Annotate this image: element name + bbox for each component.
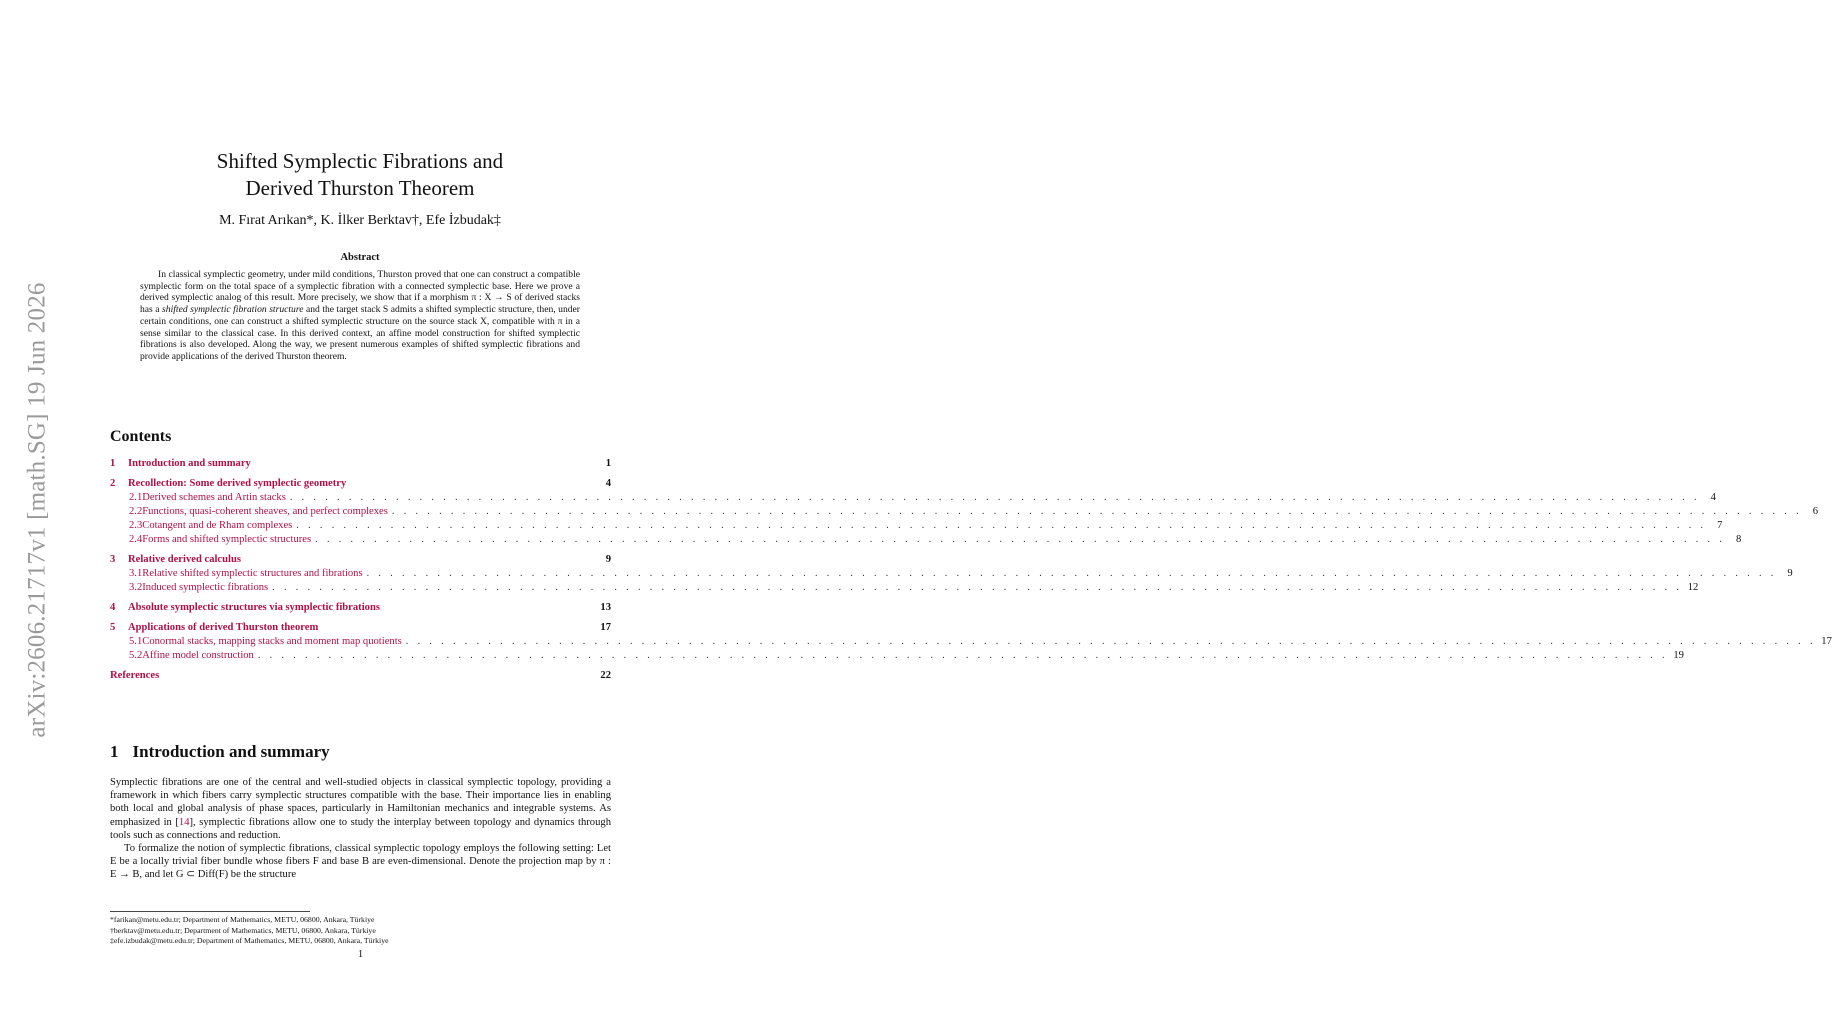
toc-leader-dots: . . . . . . . . . . . . . . . . . . . . . . . . . . . . . . . . . . . . . . . . . . . . . . . . . . . . . . . . . . . . . . . . . . . . . . . . . . . . . . . . . . . . . . . . . . . . . . . . . . . . . . . . . . . . . . . . . . . . . . . . [296,520,1707,531]
contents-heading: Contents [110,428,172,445]
toc-entry[interactable] [110,492,1716,506]
arxiv-stamp-text: arXiv:2606.21717v1 [math.SG] 19 Jun 2026 [24,282,52,738]
paragraph-1 [110,776,611,842]
toc-entry-number: 2.4 [129,534,143,545]
section-heading [110,742,330,762]
title-line-2: Derived Thurston Theorem [245,176,475,200]
toc-entry-number: 5.1 [129,636,143,647]
abstract-heading: Abstract [340,252,380,263]
table-of-contents [110,458,1832,684]
toc-entry-label[interactable]: Affine model construction [142,650,254,661]
toc-entry-number: 2.2 [129,506,143,517]
toc-leader-dots: . . . . . . . . . . . . . . . . . . . . . . . . . . . . . . . . . . . . . . . . . . . . . . . . . . . . . . . . . . . . . . . . . . . . . . . . . . . . . . . . . . . . . . . . . . . . . . . . . . . . . . . . . . . . . . . . . . . . . . . . [289,492,1700,503]
toc-entry[interactable] [110,670,611,684]
paragraph-1-text-b: ], symplectic fibrations allow one to study the interplay between topology and dynamics through tools such as connections and reduction. [110,816,611,841]
toc-entry[interactable] [110,568,1793,582]
footnotes [110,915,611,947]
toc-entry-page: 12 [1687,582,1699,593]
toc-entry-label[interactable]: Induced symplectic fibrations [142,582,269,593]
toc-entry-page: 1 [605,458,611,469]
footnote-2: †berktav@metu.edu.tr; Department of Mathematics, METU, 06800, Ankara, Türkiye [110,925,376,935]
toc-entry-page: 9 [1787,568,1793,579]
toc-entry-label[interactable]: Relative derived calculus [128,554,241,565]
abstract-paragraph [140,269,580,363]
toc-leader-dots: . . . . . . . . . . . . . . . . . . . . . . . . . . . . . . . . . . . . . . . . . . . . . . . . . . . . . . . . . . . . . . . . . . . . . . . . . . . . . . . . . . . . . . . . . . . . . . . . . . . . . . . . . . . . . . . . . . . . . . . . [391,506,1802,517]
toc-entry-page: 19 [1673,650,1684,661]
footnote-3: ‡efe.izbudak@metu.edu.tr; Department of Mathematics, METU, 06800, Ankara, Türkiye [110,936,389,945]
toc-entry[interactable] [110,534,1742,548]
abstract-emphasis: shifted symplectic fibration structure [162,304,304,316]
toc-entry-label[interactable]: Forms and shifted symplectic structures [142,534,312,545]
toc-entry-number: 3.2 [129,582,143,593]
toc-entry-page: 17 [1821,636,1832,647]
authors: M. Fırat Arıkan*, K. İlker Berktav†, Efe İzbudak‡ [219,213,501,228]
toc-entry[interactable] [110,650,1684,664]
paragraph-1-text-a: Symplectic fibrations are one of the central and well-studied objects in classical symplectic topology, providing a framework in which fibers carry symplectic structures compatible with the base. Their importance lies in enabling both local and global analysis of phase spaces, particularly in Hamiltonian mechanics and integrable systems. As emphasized in [ [110,777,611,828]
toc-entry-label[interactable]: Introduction and summary [128,458,251,469]
toc-entry-label[interactable]: References [110,670,160,681]
toc-entry[interactable] [110,636,1832,650]
toc-entry-label[interactable]: Conormal stacks, mapping stacks and moment map quotients [142,636,402,647]
footnote-rule [110,911,310,912]
toc-entry-page: 8 [1735,534,1742,545]
toc-entry-label[interactable]: Functions, quasi-coherent sheaves, and perfect complexes [142,506,388,517]
toc-entry-number: 3 [110,554,116,565]
toc-entry[interactable] [110,506,1818,520]
toc-entry[interactable] [110,458,611,472]
toc-entry-label[interactable]: Absolute symplectic structures via symplectic fibrations [128,602,380,613]
section-title: Introduction and summary [132,742,330,761]
abstract-text-1: In classical symplectic geometry, under mild conditions, Thurston proved that one can construct a compatible symplectic form on the total space of a symplectic fibration with a connected symplectic base. Here we prove a derived symplectic analog of this result. More precisely, we show that if a morphism π : X → S of derived stacks has a [140,269,580,316]
toc-leader-dots: . . . . . . . . . . . . . . . . . . . . . . . . . . . . . . . . . . . . . . . . . . . . . . . . . . . . . . . . . . . . . . . . . . . . . . . . . . . . . . . . . . . . . . . . . . . . . . . . . . . . . . . . . . . . . . . . . . . . . . . . [366,568,1777,579]
toc-entry-number: 4 [110,602,116,613]
toc-entry[interactable] [110,602,611,616]
paragraph-2: To formalize the notion of symplectic fibrations, classical symplectic topology employs the following setting: Let E be a locally trivial fiber bundle whose fibers F and base B are even-dimensional. Denote the projection map by π : E → B, and let G ⊂ Diff(F) be the structure [110,843,611,881]
toc-entry-number: 1 [110,458,116,469]
toc-entry[interactable] [110,622,611,636]
page-number: 1 [357,949,364,960]
toc-entry-page: 17 [600,622,611,633]
abstract-text-2: and the target stack S admits a shifted symplectic structure, then, under certain conditions, one can construct a shifted symplectic structure on the source stack X, compatible with π in a sense similar to the classical case. In this derived context, an affine model construction for shifted symplectic fibrations is also developed. Along the way, we present numerous examples of shifted symplectic fibrations and provide applications of the derived Thurston theorem. [140,304,580,362]
toc-leader-dots: . . . . . . . . . . . . . . . . . . . . . . . . . . . . . . . . . . . . . . . . . . . . . . . . . . . . . . . . . . . . . . . . . . . . . . . . . . . . . . . . . . . . . . . . . . . . . . . . . . . . . . . . . . . . . . . . . . . . . . . . [315,534,1726,545]
toc-entry-number: 5 [110,622,116,633]
toc-entry[interactable] [110,520,1723,534]
citation-link[interactable]: 14 [178,816,190,828]
toc-entry-page: 7 [1717,520,1723,531]
toc-entry-number: 2.1 [129,492,143,503]
title-line-1: Shifted Symplectic Fibrations and [216,149,504,173]
footnote-1: *farikan@metu.edu.tr; Department of Mathematics, METU, 06800, Ankara, Türkiye [110,915,375,924]
toc-leader-dots: . . . . . . . . . . . . . . . . . . . . . . . . . . . . . . . . . . . . . . . . . . . . . . . . . . . . . . . . . . . . . . . . . . . . . . . . . . . . . . . . . . . . . . . . . . . . . . . . . . . . . . . . . . . . . . . . . . . . . . . . [405,636,1816,647]
toc-entry[interactable] [110,582,1699,596]
section-number: 1 [110,742,119,761]
toc-entry[interactable] [110,554,611,568]
toc-leader-dots: . . . . . . . . . . . . . . . . . . . . . . . . . . . . . . . . . . . . . . . . . . . . . . . . . . . . . . . . . . . . . . . . . . . . . . . . . . . . . . . . . . . . . . . . . . . . . . . . . . . . . . . . . . . . . . . . . . . . . . . . [257,650,1668,661]
toc-entry-label[interactable]: Derived schemes and Artin stacks [142,492,286,503]
toc-entry-number: 2 [110,478,116,489]
toc-leader-dots: . . . . . . . . . . . . . . . . . . . . . . . . . . . . . . . . . . . . . . . . . . . . . . . . . . . . . . . . . . . . . . . . . . . . . . . . . . . . . . . . . . . . . . . . . . . . . . . . . . . . . . . . . . . . . . . . . . . . . . . . [272,582,1683,593]
toc-entry-page: 13 [600,602,611,613]
arxiv-stamp [24,282,52,738]
toc-entry-number: 5.2 [129,650,143,661]
abstract [140,269,580,363]
toc-entry-label[interactable]: Cotangent and de Rham complexes [142,520,293,531]
toc-entry-page: 6 [1812,506,1818,517]
paper-title [150,148,570,202]
toc-entry-number: 2.3 [129,520,143,531]
toc-entry-label[interactable]: Relative shifted symplectic structures and fibrations [142,568,363,579]
toc-entry-page: 22 [600,670,611,681]
toc-entry-label[interactable]: Recollection: Some derived symplectic geometry [128,478,347,489]
toc-entry-page: 4 [1710,492,1716,503]
toc-entry-number: 3.1 [129,568,143,579]
toc-entry-page: 9 [605,554,611,565]
body-text [110,776,611,882]
toc-entry-page: 4 [605,478,611,489]
toc-entry-label[interactable]: Applications of derived Thurston theorem [128,622,319,633]
toc-entry[interactable] [110,478,611,492]
